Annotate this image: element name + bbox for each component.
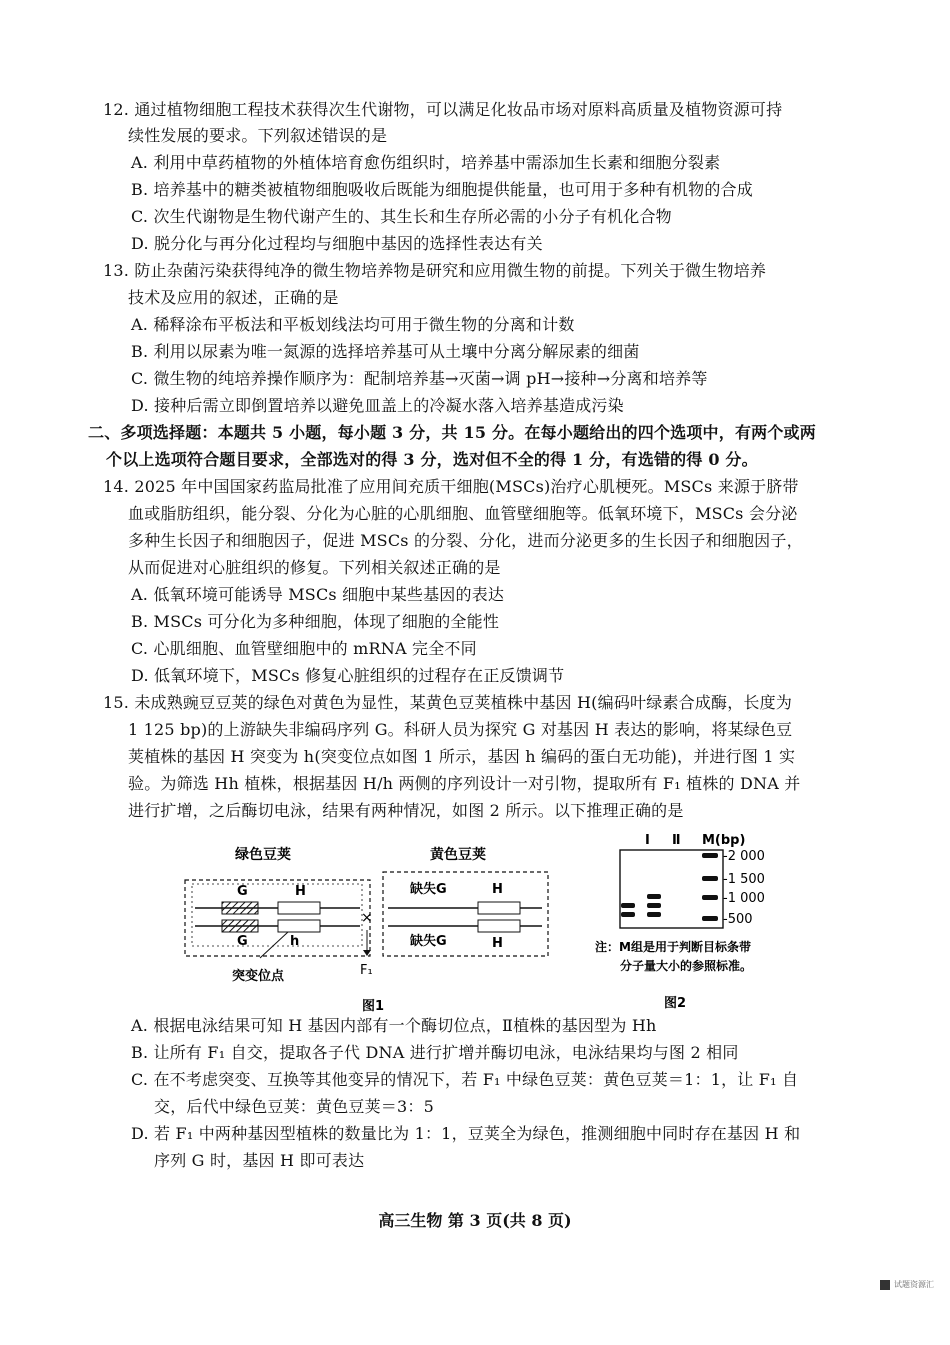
fig2-lane-II: Ⅱ — [672, 833, 681, 848]
fig1-mutation-pointer — [260, 932, 288, 958]
section2-heading-line1: 二、多项选择题：本题共 5 小题，每小题 3 分，共 15 分。在每小题给出的四个选项中，有两个或两 — [88, 423, 816, 442]
fig2-note-line1: 注：M组是用于判断目标条带 — [595, 940, 751, 954]
q15-stem-line4: 验。为筛选 Hh 植株，根据基因 H/h 两侧的序列设计一对引物，提取所有 F₁ 植株的 DNA 并 — [128, 774, 801, 793]
fig1-yellow-box — [383, 872, 548, 956]
q12-option-a: A. 利用中草药植物的外植体培育愈伤组织时，培养基中需添加生长素和细胞分裂素 — [131, 153, 721, 172]
fig1-green-G-top: G — [237, 884, 248, 899]
fig1-yellow-missing-G-top: 缺失G — [410, 882, 447, 897]
fig2-marker-label-1000: -1 000 — [723, 891, 765, 906]
fig1-green-box — [185, 880, 370, 956]
q15-option-a: A. 根据电泳结果可知 H 基因内部有一个酶切位点，Ⅱ植株的基因型为 Hh — [131, 1016, 657, 1035]
q15-option-b: B. 让所有 F₁ 自交，提取各子代 DNA 进行扩增并酶切电泳，电泳结果均与图 2 相同 — [131, 1043, 739, 1062]
q15-option-d-line2: 序列 G 时，基因 H 即可表达 — [154, 1151, 365, 1170]
fig1-yellow-H-top: H — [492, 882, 503, 897]
q15-option-d-line1: D. 若 F₁ 中两种基因型植株的数量比为 1：1，豆荚全为绿色，推测细胞中同时存在基因 H 和 — [131, 1124, 801, 1143]
fig2-caption: 图2 — [664, 996, 687, 1011]
fig1-cross-symbol: × — [361, 910, 373, 926]
q15-stem-line5: 进行扩增，之后酶切电泳，结果有两种情况，如图 2 所示。以下推理正确的是 — [128, 801, 684, 820]
fig1-yellow-H-bottom: H — [492, 936, 503, 951]
fig1-green-G-segment-top — [222, 902, 258, 914]
q14-stem-line4: 从而促进对心脏组织的修复。下列相关叙述正确的是 — [128, 558, 501, 577]
watermark-text: 试题资源汇 — [894, 1280, 934, 1289]
watermark — [880, 1279, 934, 1290]
fig1-green-h-label: h — [290, 934, 300, 949]
fig1-green-H-top: H — [295, 884, 306, 899]
q13-option-c: C. 微生物的纯培养操作顺序为：配制培养基→灭菌→调 pH→接种→分离和培养等 — [131, 369, 708, 388]
fig1-yellow-missing-G-bottom: 缺失G — [410, 934, 447, 949]
fig2-marker-band-500 — [702, 916, 718, 921]
fig1-yellow-title: 黄色豆荚 — [430, 847, 486, 863]
qr-code-icon — [880, 1280, 890, 1290]
q13-option-b: B. 利用以尿素为唯一氮源的选择培养基可从土壤中分离分解尿素的细菌 — [131, 342, 640, 361]
fig2-band-I-lower — [621, 912, 635, 917]
q15-stem-line2: 1 125 bp)的上游缺失非编码序列 G。科研人员为探究 G 对基因 H 表达的影响，将某绿色豆 — [128, 720, 793, 739]
fig1-yellow-H-segment-top — [478, 902, 520, 914]
q13-option-a: A. 稀释涂布平板法和平板划线法均可用于微生物的分离和计数 — [131, 315, 575, 334]
fig1-green-G-bottom: G — [237, 934, 248, 949]
fig2-band-II-top — [647, 894, 661, 899]
fig2-marker-band-1500 — [702, 876, 718, 881]
fig1-yellow-H-segment-bottom — [478, 920, 520, 932]
q12-stem-line1: 12. 通过植物细胞工程技术获得次生代谢物，可以满足化妆品市场对原料高质量及植物资源可持 — [103, 100, 783, 119]
q14-option-a: A. 低氧环境可能诱导 MSCs 细胞中某些基因的表达 — [131, 585, 505, 604]
q12-option-d: D. 脱分化与再分化过程均与细胞中基因的选择性表达有关 — [131, 234, 543, 253]
figures-1-2 — [180, 832, 820, 1012]
fig2-marker-band-2000 — [702, 853, 718, 858]
fig1-green-inner-box — [192, 884, 362, 946]
page-footer: 高三生物 第 3 页(共 8 页) — [378, 1211, 572, 1230]
fig2-marker-label-500: -500 — [723, 912, 753, 927]
q15-option-c-line1: C. 在不考虑突变、互换等其他变异的情况下，若 F₁ 中绿色豆荚：黄色豆荚＝1：1，让 F₁ 自 — [131, 1070, 799, 1089]
fig2-band-I-upper — [621, 903, 635, 908]
q13-stem-line2: 技术及应用的叙述，正确的是 — [128, 288, 339, 307]
q14-option-d: D. 低氧环境下，MSCs 修复心脏组织的过程存在正反馈调节 — [131, 666, 565, 685]
fig2-lane-M: M(bp) — [702, 833, 746, 848]
fig2-marker-band-1000 — [702, 895, 718, 900]
q14-stem-line2: 血或脂肪组织，能分裂、分化为心脏的心肌细胞、血管壁细胞等。低氧环境下，MSCs 会分泌 — [128, 504, 798, 523]
q14-option-c: C. 心肌细胞、血管壁细胞中的 mRNA 完全不同 — [131, 639, 477, 658]
q15-stem-line3: 荚植株的基因 H 突变为 h(突变位点如图 1 所示，基因 h 编码的蛋白无功能)，并进行图 1 实 — [128, 747, 796, 766]
section2-heading-line2: 个以上选项符合题目要求，全部选对的得 3 分，选对但不全的得 1 分，有选错的得 0 分。 — [106, 450, 758, 469]
q15-stem-line1: 15. 未成熟豌豆豆荚的绿色对黄色为显性，某黄色豆荚植株中基因 H(编码叶绿素合成酶，长度为 — [103, 693, 793, 712]
fig1-green-H-segment — [278, 902, 320, 914]
q13-stem-line1: 13. 防止杂菌污染获得纯净的微生物培养物是研究和应用微生物的前提。下列关于微生物培养 — [103, 261, 767, 280]
fig1-green-title: 绿色豆荚 — [235, 847, 291, 863]
q12-option-b: B. 培养基中的糖类被植物细胞吸收后既能为细胞提供能量，也可用于多种有机物的合成 — [131, 180, 753, 199]
fig1-green-G-segment-bottom — [222, 920, 258, 932]
fig2-marker-label-2000: -2 000 — [723, 849, 765, 864]
q12-option-c: C. 次生代谢物是生物代谢产生的、其生长和生存所必需的小分子有机化合物 — [131, 207, 672, 226]
fig1-caption: 图1 — [362, 999, 385, 1012]
q13-option-d: D. 接种后需立即倒置培养以避免皿盖上的冷凝水落入培养基造成污染 — [131, 396, 624, 415]
q15-option-c-line2: 交，后代中绿色豆荚：黄色豆荚＝3：5 — [154, 1097, 434, 1116]
q12-stem-line2: 续性发展的要求。下列叙述错误的是 — [128, 126, 388, 145]
fig2-band-II-middle — [647, 903, 661, 908]
fig1-green-h-segment — [278, 920, 320, 932]
fig2-band-II-bottom — [647, 912, 661, 917]
q14-option-b: B. MSCs 可分化为多种细胞，体现了细胞的全能性 — [131, 612, 500, 631]
fig1-f1-label: F₁ — [360, 963, 373, 978]
fig2-marker-label-1500: -1 500 — [723, 872, 765, 887]
fig2-lane-I: I — [645, 833, 650, 848]
fig2-note-line2: 分子量大小的参照标准。 — [620, 959, 753, 973]
q14-stem-line1: 14. 2025 年中国国家药监局批准了应用间充质干细胞(MSCs)治疗心肌梗死。MSCs 来源于脐带 — [103, 477, 799, 496]
q14-stem-line3: 多种生长因子和细胞因子，促进 MSCs 的分裂、分化，进而分泌更多的生长因子和细胞因子， — [128, 531, 803, 550]
fig1-mutation-site-label: 突变位点 — [232, 969, 285, 984]
